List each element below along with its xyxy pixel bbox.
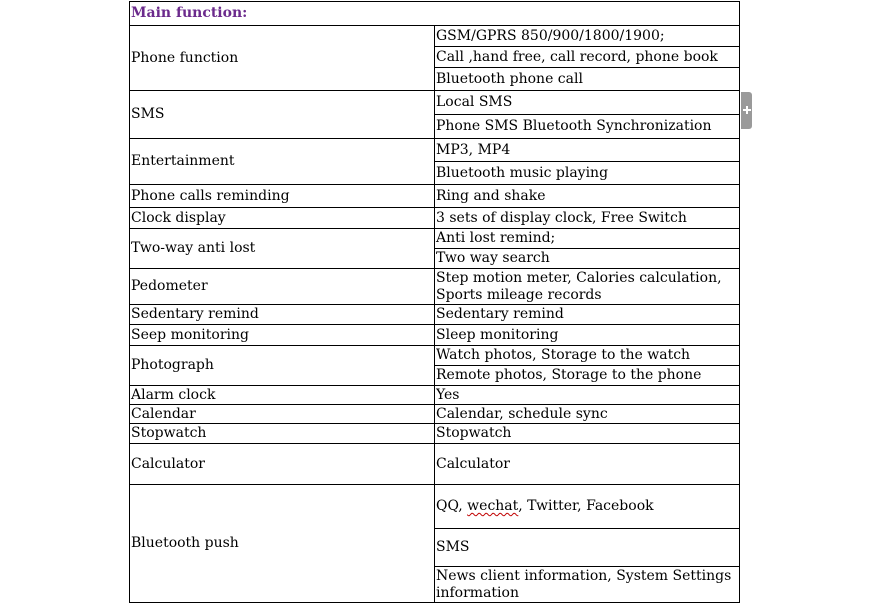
feature-label: Calculator	[130, 444, 435, 485]
feature-value: Remote photos, Storage to the phone	[435, 366, 740, 386]
feature-value: Bluetooth music playing	[435, 162, 740, 185]
feature-value: Phone SMS Bluetooth Synchronization	[435, 115, 740, 139]
feature-label: Entertainment	[130, 139, 435, 185]
main-function-table	[129, 1, 740, 603]
value-part: QQ,	[436, 498, 468, 514]
feature-label: Bluetooth push	[130, 485, 435, 603]
feature-value: Step motion meter, Calories calculation, Sports mileage records	[435, 269, 740, 305]
feature-value: Sleep monitoring	[435, 325, 740, 346]
feature-value: Sedentary remind	[435, 305, 740, 325]
spellcheck-word: wechat	[467, 498, 519, 514]
feature-value: Bluetooth phone call	[435, 68, 740, 91]
feature-label: Alarm clock	[130, 386, 435, 405]
feature-value: Yes	[435, 386, 740, 405]
feature-value: Two way search	[435, 249, 740, 269]
feature-label: Photograph	[130, 346, 435, 386]
feature-value: 3 sets of display clock, Free Switch	[435, 208, 740, 229]
feature-label: Seep monitoring	[130, 325, 435, 346]
plus-icon	[743, 106, 751, 114]
feature-value	[435, 485, 740, 529]
feature-value: GSM/GPRS 850/900/1800/1900;	[435, 26, 740, 47]
feature-label: Two-way anti lost	[130, 229, 435, 269]
feature-label: Clock display	[130, 208, 435, 229]
feature-label: Pedometer	[130, 269, 435, 305]
side-expand-tab[interactable]	[741, 92, 752, 129]
feature-value: Ring and shake	[435, 185, 740, 208]
feature-value: MP3, MP4	[435, 139, 740, 162]
feature-value: Call ,hand free, call record, phone book	[435, 47, 740, 68]
feature-value: Anti lost remind;	[435, 229, 740, 249]
feature-label: SMS	[130, 91, 435, 139]
feature-value: Calculator	[435, 444, 740, 485]
feature-value: Watch photos, Storage to the watch	[435, 346, 740, 366]
feature-label: Sedentary remind	[130, 305, 435, 325]
feature-value: Stopwatch	[435, 424, 740, 444]
feature-label: Stopwatch	[130, 424, 435, 444]
feature-value: Calendar, schedule sync	[435, 405, 740, 424]
feature-value: News client information, System Settings information	[435, 567, 740, 603]
value-part: , Twitter, Facebook	[518, 498, 654, 514]
feature-value: Local SMS	[435, 91, 740, 115]
table-header: Main function:	[130, 2, 740, 26]
feature-label: Phone function	[130, 26, 435, 91]
feature-label: Calendar	[130, 405, 435, 424]
feature-value: SMS	[435, 529, 740, 567]
feature-label: Phone calls reminding	[130, 185, 435, 208]
